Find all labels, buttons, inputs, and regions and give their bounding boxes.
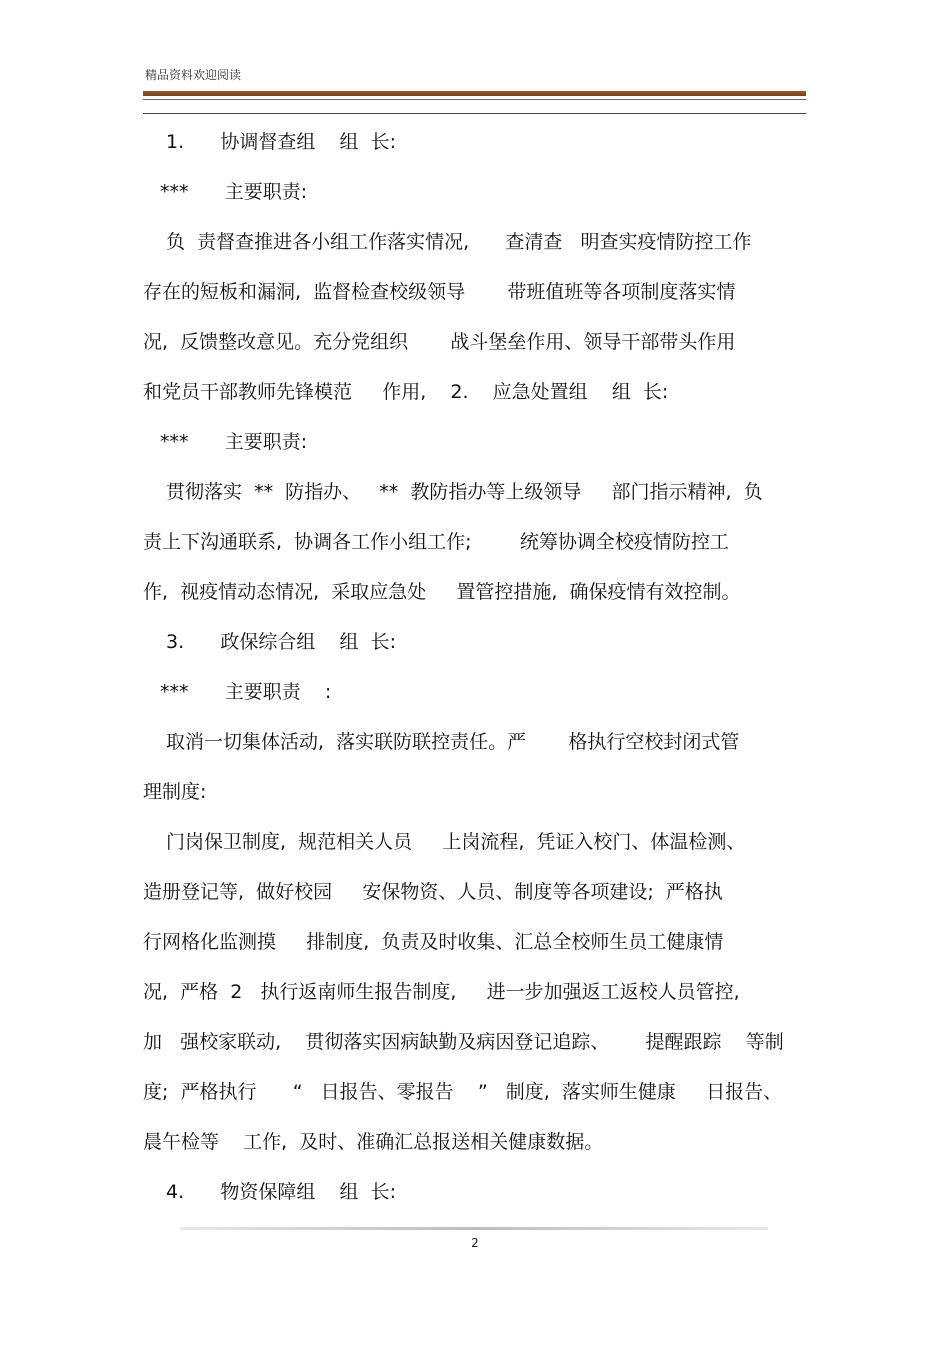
- line-section-1-title: 1. 协调督查组 组 长:: [166, 131, 397, 153]
- body-line: 门岗保卫制度, 规范相关人员 上岗流程, 凭证入校门、体温检测、: [166, 831, 746, 853]
- body-line: 和党员干部教师先锋模范 作用, 2. 应急处置组 组 长:: [143, 381, 669, 403]
- header-underline: [143, 113, 806, 114]
- body-line: 加 强校家联动, 贯彻落实因病缺勤及病因登记追踪、 提醒跟踪 等制: [143, 1031, 784, 1053]
- body-line: 负 责督查推进各小组工作落实情况, 查清查 明查实疫情防控工作: [166, 231, 752, 253]
- footer-rule: [180, 1227, 768, 1230]
- header-rule-thick: [143, 91, 806, 96]
- body-line: 况, 反馈整改意见。充分党组织 战斗堡垒作用、领导干部带头作用: [143, 331, 736, 353]
- body-line: 存在的短板和漏洞, 监督检查校级领导 带班值班等各项制度落实情: [143, 281, 736, 303]
- body-line: 晨午检等 工作, 及时、准确汇总报送相关健康数据。: [143, 1131, 604, 1153]
- body-line: 贯彻落实 ** 防指办、 ** 教防指办等上级领导 部门指示精神, 负: [166, 481, 763, 503]
- line-section-4-title: 4. 物资保障组 组 长:: [166, 1181, 397, 1203]
- body-line: 理制度:: [143, 781, 207, 803]
- header-rule-thin: [143, 99, 806, 100]
- body-line: 取消一切集体活动, 落实联防联控责任。严 格执行空校封闭式管: [166, 731, 740, 753]
- body-line: 造册登记等, 做好校园 安保物资、人员、制度等各项建设; 严格执: [143, 881, 723, 903]
- body-line: 度; 严格执行 “ 日报告、零报告 ” 制度, 落实师生健康 日报告、: [143, 1081, 783, 1103]
- page-number: 2: [471, 1236, 479, 1250]
- body-line: 行网格化监测摸 排制度, 负责及时收集、汇总全校师生员工健康情: [143, 931, 724, 953]
- line-duty-label-2: *** 主要职责:: [160, 431, 308, 453]
- body-line: 作, 视疫情动态情况, 采取应急处 置管控措施, 确保疫情有效控制。: [143, 581, 741, 603]
- page-header-text: 精品资料欢迎阅读: [145, 68, 242, 82]
- body-line: 责上下沟通联系, 协调各工作小组工作; 统筹协调全校疫情防控工: [143, 531, 729, 553]
- line-duty-label-3: *** 主要职责 :: [160, 681, 332, 703]
- body-line: 况, 严格 2 执行返南师生报告制度, 进一步加强返工返校人员管控,: [143, 981, 740, 1003]
- line-duty-label-1: *** 主要职责:: [160, 181, 308, 203]
- line-section-3-title: 3. 政保综合组 组 长:: [166, 631, 397, 653]
